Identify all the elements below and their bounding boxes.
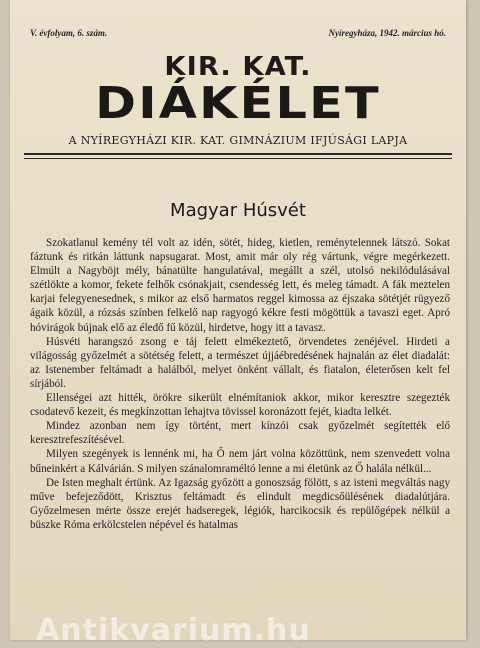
masthead-rule bbox=[24, 153, 452, 155]
article-paragraph: Szokatlanul kemény tél volt az idén, sötét, hideg, kietlen, reménytelennek látszó. Sokat fáztunk és ritkán láttunk napsugarat. Most, amit már oly rég vártunk, végre megérkezett. Elmúlt a Nagyböjt mély, bánatülte hangulatával, megállt a szél, utolsó nekilódulásával szétlökte a komor, fekete felhők csónakjait, csendesség lett, és meleg támadt. A fák meztelen karjai felegyenesednek, s mikor az első harmatos reggel kimossa az éjszaka sötétjét rügyező ágaik közül, a rózsás színben felkelő nap ragyogó kékre festi mögöttük a tavaszi eget. Apró hóvirágok bújnak elő az éledő fű közül, hirdetve, hogy itt a tavasz. bbox=[30, 237, 450, 334]
issue-date: Nyíregyháza, 1942. március hó. bbox=[328, 28, 446, 38]
article-title: Magyar Húsvét bbox=[170, 200, 306, 221]
article-paragraph: Ellenségei azt hitték, örökre sikerült elnémítaniok akkor, mikor keresztre szegezték csodatevő kezeit, és megkínzottan lehajtva tövissel koronázott fejét, kiadta lelkét. bbox=[30, 392, 450, 419]
masthead-rule-thin bbox=[24, 158, 452, 159]
newspaper-page bbox=[10, 0, 466, 640]
watermark-logo: Antikvarium.hu bbox=[36, 613, 311, 648]
masthead-title: DIÁKÉLET bbox=[95, 78, 381, 129]
article-paragraph: De Isten meghalt értünk. Az Igazság győzött a gonoszság fölött, s az isteni megváltás nagy műve befejeződött, Krisztus feltámadt és elindult megdicsőülésének diadalútjára. Győzelmesen mérte össze erejét hadseregek, légiók, harcikocsik és repülőgépek nélkül a büszke Róma erkölcstelen népével és hatalmas bbox=[30, 476, 450, 531]
article-paragraph: Mindez azonban nem így történt, mert kínzói csak győzelmét segítették elő keresztrefeszítésével. bbox=[30, 420, 450, 447]
article-paragraph: Milyen szegények is lennénk mi, ha Ő nem járt volna közöttünk, nem szenvedett volna bűneinkért a Kálvárián. S milyen szánalomraméltó lenne a mi életünk az Ő halála nélkül... bbox=[30, 448, 450, 475]
article-paragraph: Húsvéti harangszó zsong e táj felett elmékeztető, örvendetes zenéjével. Hirdeti a világosság győzelmét a sötétség felett, a természet újjáébredésének hajnalán az élet diadalát: az Istenember feltámadt a halálból, melyet önként vállalt, és fiatalon, életerősen kelt fel sírjából. bbox=[30, 335, 450, 390]
volume-number: V. évfolyam, 6. szám. bbox=[30, 28, 108, 38]
masthead-subtitle: A NYÍREGYHÁZI KIR. KAT. GIMNÁZIUM IFJÚSÁGI LAPJA bbox=[68, 134, 408, 147]
issue-line bbox=[30, 28, 446, 38]
masthead-kir-kat: KIR. KAT. bbox=[164, 52, 312, 82]
article-body bbox=[30, 236, 450, 532]
